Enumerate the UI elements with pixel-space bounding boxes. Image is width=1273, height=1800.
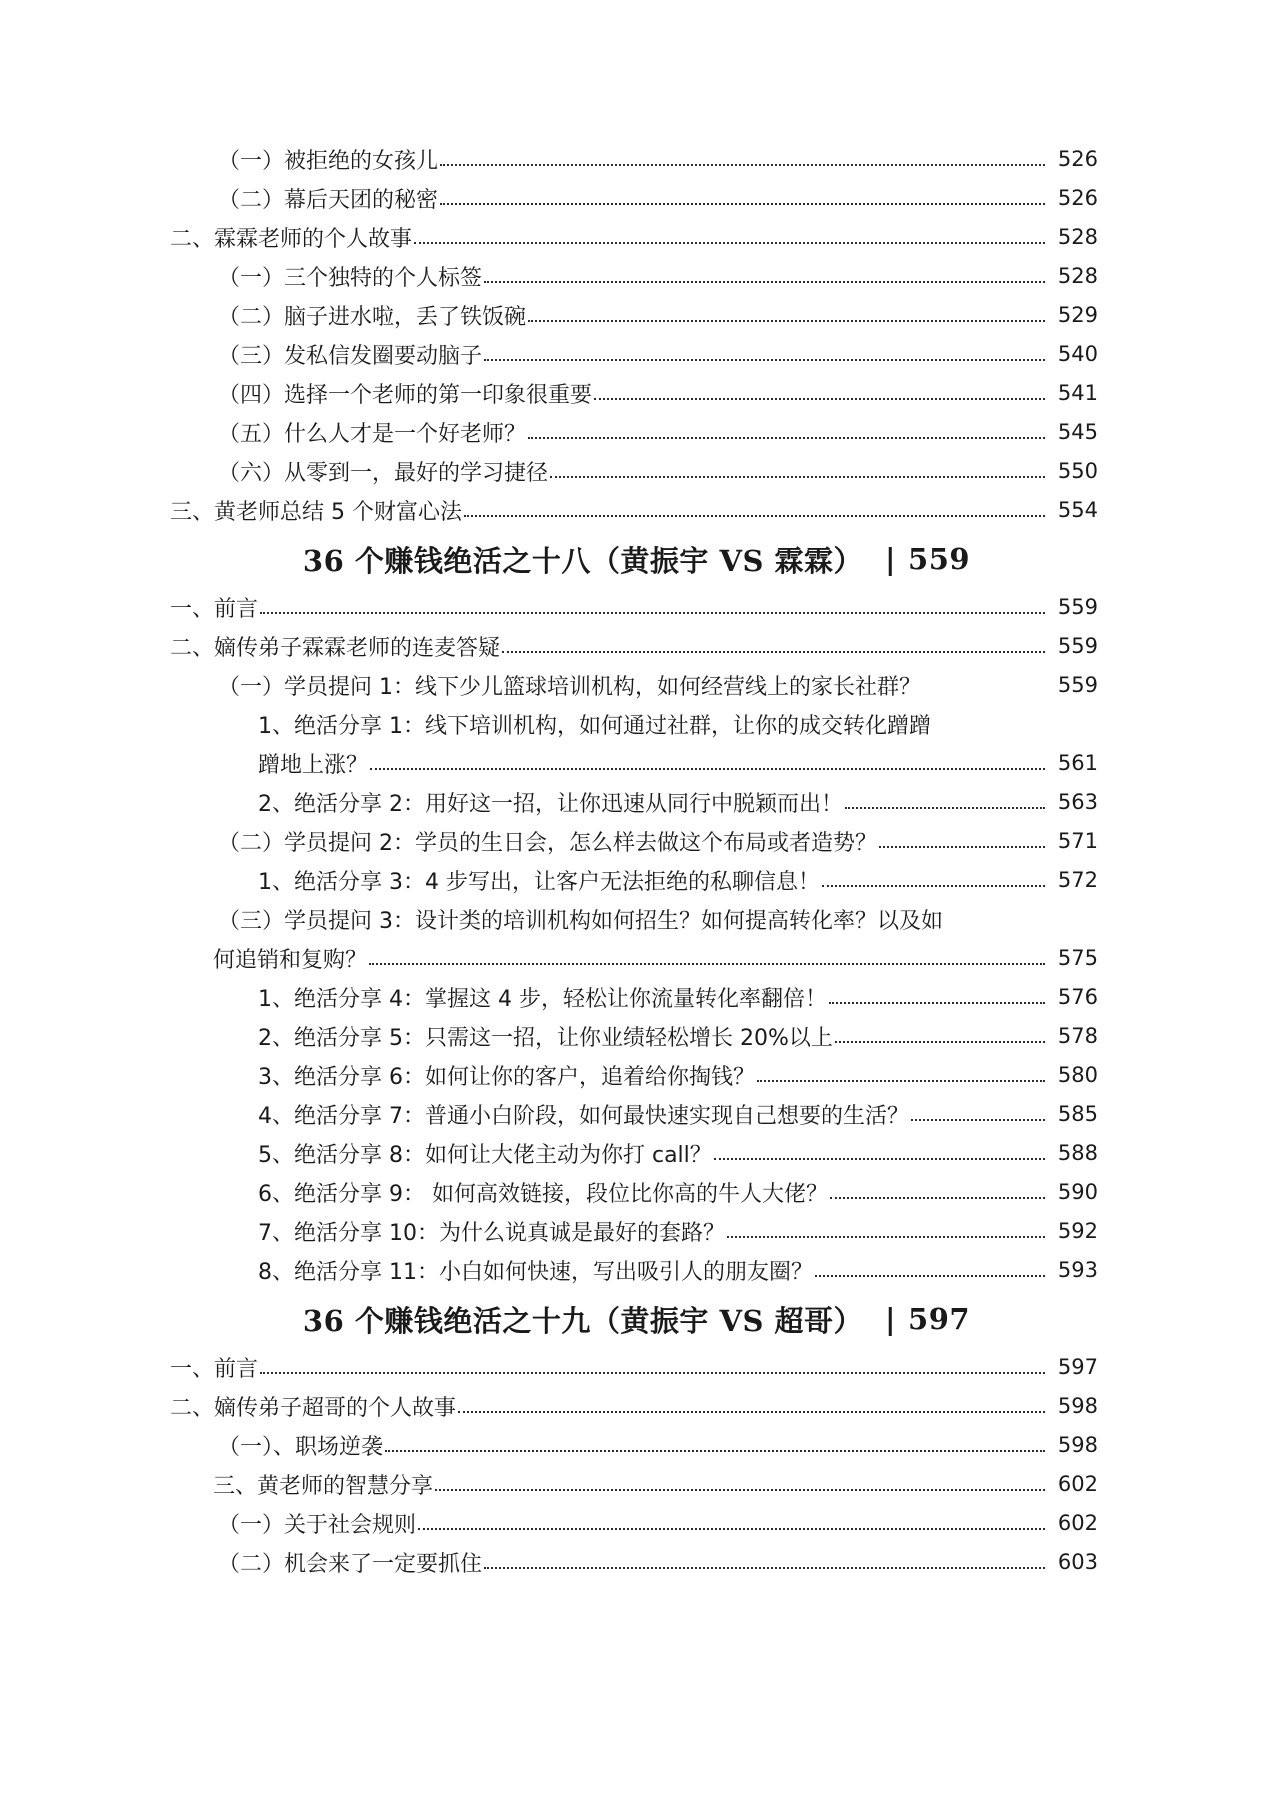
toc-entry-title: 8、绝活分享 11：小白如何快速，写出吸引人的朋友圈？ [258,1260,813,1285]
toc-page-number: 588 [1057,1141,1098,1165]
dot-leader [845,807,1045,809]
toc-entry-title: 1、绝活分享 3：4 步写出，让客户无法拒绝的私聊信息！ [258,870,820,895]
section-title: 36 个赚钱绝活之十八（黄振宇 VS 霖霖） [302,543,863,578]
toc-entry[interactable] [0,861,1273,900]
toc-entry[interactable] [0,822,1273,861]
toc-entry-title: （一）三个独特的个人标签 [218,266,483,291]
toc-entry[interactable] [0,1173,1273,1212]
toc-entry-title: 2、绝活分享 2：用好这一招，让你迅速从同行中脱颖而出！ [258,792,843,817]
toc-entry-title: 3、绝活分享 6：如何让你的客户，追着给你掏钱？ [258,1065,755,1090]
toc-entry[interactable] [0,218,1273,257]
toc-page-number: 559 [1057,673,1098,697]
toc-entry-title: （二）脑子进水啦，丢了铁饭碗 [218,305,527,330]
section-heading [0,1290,1273,1348]
dot-leader [714,1158,1045,1160]
dot-leader [879,846,1045,848]
dot-leader [385,1450,1045,1452]
toc-page-number: 559 [1057,595,1098,619]
toc-entry[interactable] [0,257,1273,296]
section-page-number: 559 [908,542,971,576]
section-title: 36 个赚钱绝活之十九（黄振宇 VS 超哥） [302,1303,863,1338]
toc-entry[interactable] [0,1017,1273,1056]
toc-entry-title: （三）学员提问 3：设计类的培训机构如何招生？如何提高转化率？以及如 [218,909,943,934]
toc-page-number: 585 [1057,1102,1098,1126]
dot-leader [835,1041,1045,1043]
dot-leader [370,768,1045,770]
toc-entry[interactable] [0,744,1273,783]
dot-leader [815,1275,1045,1277]
toc-entry[interactable] [0,666,1273,705]
toc-entry[interactable] [0,413,1273,452]
dot-leader [484,1567,1045,1569]
toc-entry[interactable] [0,335,1273,374]
toc-page-number: 526 [1057,186,1098,210]
toc-entry-title: 4、绝活分享 7：普通小白阶段，如何最快速实现自己想要的生活？ [258,1104,909,1129]
toc-entry-title: 1、绝活分享 1：线下培训机构，如何通过社群，让你的成交转化蹭蹭 [258,714,931,739]
toc-entry[interactable] [0,1387,1273,1426]
toc-entry[interactable] [0,1543,1273,1582]
toc-page-number: 571 [1057,829,1098,853]
dot-leader [414,242,1045,244]
toc-page-number: 602 [1057,1511,1098,1535]
toc-page-number: 575 [1057,946,1098,970]
toc-entry-title: （二）学员提问 2：学员的生日会，怎么样去做这个布局或者造势？ [218,831,877,856]
toc-entry-title: 二、嫡传弟子超哥的个人故事 [170,1396,457,1421]
toc-entry-title: 三、黄老师的智慧分享 [213,1474,434,1499]
dot-leader [484,281,1045,283]
toc-page-number: 590 [1057,1180,1098,1204]
toc-entry[interactable] [0,1251,1273,1290]
dot-leader [594,398,1045,400]
toc-page-number: 529 [1057,303,1098,327]
toc-page-number: 597 [1057,1355,1098,1379]
toc-entry-title: （一）学员提问 1：线下少儿篮球培训机构，如何经营线上的家长社群？ [218,675,921,700]
dot-leader [440,164,1045,166]
toc-page-number: 554 [1057,498,1098,522]
toc-entry[interactable] [0,1056,1273,1095]
toc-entry-title: （六）从零到一，最好的学习捷径 [218,461,549,486]
toc-page-number: 592 [1057,1219,1098,1243]
toc-entry[interactable] [0,1095,1273,1134]
toc-page-number: 545 [1057,420,1098,444]
toc-entry-title: （四）选择一个老师的第一印象很重要 [218,383,593,408]
toc-page-number: 602 [1057,1472,1098,1496]
dot-leader [440,203,1045,205]
dot-leader [464,515,1045,517]
toc-entry-title: 6、绝活分享 9： 如何高效链接，段位比你高的牛人大佬？ [258,1182,828,1207]
toc-page-number: 541 [1057,381,1098,405]
toc-page-number: 550 [1057,459,1098,483]
dot-leader [822,885,1045,887]
toc-entry[interactable] [0,705,1273,744]
toc-entry-title: （一）关于社会规则 [218,1513,417,1538]
section-separator: | [884,1302,897,1336]
toc-entry[interactable] [0,900,1273,939]
toc-page-number: 580 [1057,1063,1098,1087]
toc-entry-title: 1、绝活分享 4：掌握这 4 步，轻松让你流量转化率翻倍！ [258,987,827,1012]
toc-entry-title: 二、嫡传弟子霖霖老师的连麦答疑 [170,636,501,661]
toc-entry[interactable] [0,1348,1273,1387]
toc-entry-title: （五）什么人才是一个好老师？ [218,422,527,447]
section-separator: | [884,542,897,576]
dot-leader [830,1197,1045,1199]
dot-leader [260,612,1045,614]
toc-entry-title: （一）被拒绝的女孩儿 [218,149,439,174]
toc-entry-title: （二）幕后天团的秘密 [218,188,439,213]
dot-leader [502,651,1045,653]
dot-leader [528,320,1045,322]
dot-leader [528,437,1045,439]
toc-entry-title: （一）、职场逆袭 [218,1435,384,1460]
toc-page-number: 561 [1057,751,1098,775]
toc-page-number: 540 [1057,342,1098,366]
toc-page [0,140,1273,1582]
toc-entry[interactable] [0,1504,1273,1543]
toc-entry[interactable] [0,1465,1273,1504]
dot-leader [550,476,1045,478]
dot-leader [727,1236,1045,1238]
toc-entry[interactable] [0,978,1273,1017]
toc-entry-title: 一、前言 [170,597,259,622]
dot-leader [260,1372,1045,1374]
dot-leader [435,1489,1045,1491]
toc-page-number: 598 [1057,1394,1098,1418]
toc-entry[interactable] [0,491,1273,530]
toc-page-number: 598 [1057,1433,1098,1457]
toc-page-number: 593 [1057,1258,1098,1282]
toc-page-number: 563 [1057,790,1098,814]
toc-entry-title: 5、绝活分享 8：如何让大佬主动为你打 call？ [258,1143,712,1168]
toc-entry[interactable] [0,296,1273,335]
section-page-number: 597 [908,1302,971,1336]
toc-entry[interactable] [0,627,1273,666]
dot-leader [484,359,1045,361]
dot-leader [418,1528,1045,1530]
toc-entry-title: （三）发私信发圈要动脑子 [218,344,483,369]
toc-entry[interactable] [0,1212,1273,1251]
toc-entry[interactable] [0,1134,1273,1173]
toc-page-number: 572 [1057,868,1098,892]
toc-entry[interactable] [0,452,1273,491]
toc-entry-title: 三、黄老师总结 5 个财富心法 [170,500,462,525]
toc-entry[interactable] [0,1426,1273,1465]
section-heading [0,530,1273,588]
toc-entry[interactable] [0,179,1273,218]
toc-entry-title: 二、霖霖老师的个人故事 [170,227,413,252]
toc-entry[interactable] [0,588,1273,627]
toc-entry-title: 7、绝活分享 10：为什么说真诚是最好的套路？ [258,1221,725,1246]
dot-leader [911,1119,1045,1121]
toc-entry[interactable] [0,939,1273,978]
dot-leader [458,1411,1045,1413]
toc-entry-title: （二）机会来了一定要抓住 [218,1552,483,1577]
toc-entry[interactable] [0,374,1273,413]
toc-page-number: 528 [1057,264,1098,288]
toc-entry-title: 蹭地上涨？ [258,753,369,778]
toc-page-number: 526 [1057,147,1098,171]
toc-entry-title: 一、前言 [170,1357,259,1382]
toc-page-number: 528 [1057,225,1098,249]
toc-page-number: 559 [1057,634,1098,658]
toc-entry-title: 何追销和复购？ [213,948,368,973]
toc-entry[interactable] [0,783,1273,822]
toc-entry-title: 2、绝活分享 5：只需这一招，让你业绩轻松增长 20%以上 [258,1026,833,1051]
toc-page-number: 576 [1057,985,1098,1009]
dot-leader [369,963,1045,965]
dot-leader [829,1002,1045,1004]
toc-page-number: 603 [1057,1550,1098,1574]
dot-leader [757,1080,1045,1082]
toc-entry[interactable] [0,140,1273,179]
toc-page-number: 578 [1057,1024,1098,1048]
